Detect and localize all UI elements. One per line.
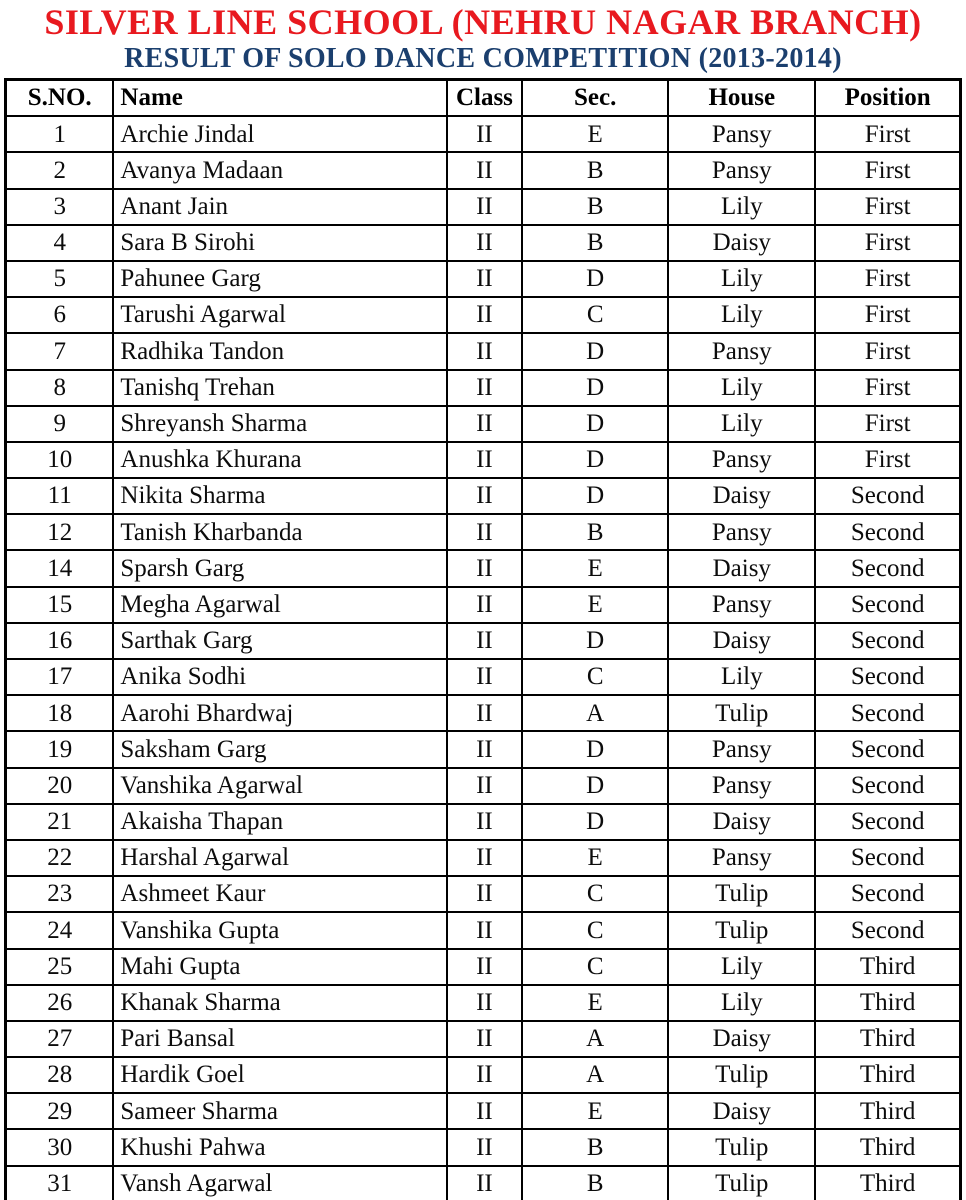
cell-name: Sarthak Garg	[113, 623, 446, 659]
cell-sno: 4	[6, 225, 114, 261]
cell-class: II	[447, 731, 522, 767]
cell-sec: C	[522, 912, 668, 948]
cell-class: II	[447, 116, 522, 152]
cell-house: Tulip	[668, 1057, 815, 1093]
col-header-name: Name	[113, 80, 446, 117]
cell-position: Third	[815, 985, 960, 1021]
cell-class: II	[447, 1166, 522, 1200]
cell-sno: 30	[6, 1129, 114, 1165]
cell-sec: D	[522, 261, 668, 297]
table-row	[6, 478, 961, 514]
cell-position: Second	[815, 478, 960, 514]
cell-sno: 1	[6, 116, 114, 152]
cell-class: II	[447, 912, 522, 948]
cell-class: II	[447, 587, 522, 623]
table-row	[6, 297, 961, 333]
table-row	[6, 949, 961, 985]
cell-position: Third	[815, 949, 960, 985]
table-row	[6, 225, 961, 261]
cell-house: Daisy	[668, 550, 815, 586]
cell-sno: 8	[6, 370, 114, 406]
cell-sec: D	[522, 333, 668, 369]
cell-sec: B	[522, 514, 668, 550]
cell-position: Second	[815, 804, 960, 840]
cell-class: II	[447, 225, 522, 261]
cell-name: Megha Agarwal	[113, 587, 446, 623]
cell-position: First	[815, 406, 960, 442]
cell-name: Hardik Goel	[113, 1057, 446, 1093]
table-row	[6, 442, 961, 478]
competition-subtitle: RESULT OF SOLO DANCE COMPETITION (2013-2014)	[124, 43, 842, 74]
cell-house: Tulip	[668, 1166, 815, 1200]
cell-position: Second	[815, 659, 960, 695]
cell-position: First	[815, 333, 960, 369]
cell-sno: 5	[6, 261, 114, 297]
cell-name: Khanak Sharma	[113, 985, 446, 1021]
cell-class: II	[447, 985, 522, 1021]
cell-sec: D	[522, 478, 668, 514]
cell-position: Second	[815, 912, 960, 948]
cell-sec: A	[522, 1021, 668, 1057]
cell-house: Tulip	[668, 912, 815, 948]
cell-house: Daisy	[668, 1093, 815, 1129]
cell-class: II	[447, 876, 522, 912]
cell-house: Tulip	[668, 876, 815, 912]
cell-sno: 31	[6, 1166, 114, 1200]
cell-sec: B	[522, 225, 668, 261]
cell-sec: B	[522, 189, 668, 225]
table-row	[6, 116, 961, 152]
col-header-house: House	[668, 80, 815, 117]
table-row	[6, 985, 961, 1021]
cell-position: Second	[815, 623, 960, 659]
cell-sec: C	[522, 949, 668, 985]
cell-sec: D	[522, 623, 668, 659]
cell-house: Pansy	[668, 587, 815, 623]
cell-name: Tanish Kharbanda	[113, 514, 446, 550]
cell-house: Pansy	[668, 840, 815, 876]
table-row	[6, 333, 961, 369]
cell-house: Pansy	[668, 768, 815, 804]
cell-sno: 23	[6, 876, 114, 912]
cell-sno: 21	[6, 804, 114, 840]
cell-sec: E	[522, 550, 668, 586]
cell-position: First	[815, 152, 960, 188]
cell-name: Harshal Agarwal	[113, 840, 446, 876]
cell-sec: C	[522, 297, 668, 333]
cell-name: Mahi Gupta	[113, 949, 446, 985]
col-header-sno: S.NO.	[6, 80, 114, 117]
cell-name: Vanshika Gupta	[113, 912, 446, 948]
cell-house: Lily	[668, 297, 815, 333]
cell-sec: C	[522, 659, 668, 695]
cell-class: II	[447, 297, 522, 333]
cell-position: Second	[815, 840, 960, 876]
cell-house: Pansy	[668, 152, 815, 188]
cell-name: Sparsh Garg	[113, 550, 446, 586]
cell-name: Tanishq Trehan	[113, 370, 446, 406]
cell-sno: 27	[6, 1021, 114, 1057]
table-row	[6, 370, 961, 406]
cell-name: Saksham Garg	[113, 731, 446, 767]
cell-name: Anika Sodhi	[113, 659, 446, 695]
cell-position: Second	[815, 695, 960, 731]
cell-sec: C	[522, 876, 668, 912]
cell-position: First	[815, 261, 960, 297]
cell-house: Lily	[668, 985, 815, 1021]
cell-sec: A	[522, 1057, 668, 1093]
table-row	[6, 189, 961, 225]
cell-sno: 10	[6, 442, 114, 478]
cell-class: II	[447, 623, 522, 659]
cell-name: Akaisha Thapan	[113, 804, 446, 840]
cell-position: First	[815, 116, 960, 152]
col-header-class: Class	[447, 80, 522, 117]
cell-class: II	[447, 1021, 522, 1057]
cell-sec: B	[522, 152, 668, 188]
cell-name: Tarushi Agarwal	[113, 297, 446, 333]
cell-position: Second	[815, 731, 960, 767]
cell-position: Third	[815, 1021, 960, 1057]
table-row	[6, 768, 961, 804]
cell-house: Lily	[668, 189, 815, 225]
table-row	[6, 1057, 961, 1093]
cell-name: Sameer Sharma	[113, 1093, 446, 1129]
cell-position: Second	[815, 550, 960, 586]
cell-house: Pansy	[668, 116, 815, 152]
cell-position: Second	[815, 876, 960, 912]
cell-sno: 20	[6, 768, 114, 804]
cell-name: Anushka Khurana	[113, 442, 446, 478]
table-row	[6, 587, 961, 623]
table-row	[6, 1129, 961, 1165]
table-row	[6, 659, 961, 695]
school-title: SILVER LINE SCHOOL (NEHRU NAGAR BRANCH)	[44, 2, 922, 42]
cell-position: Third	[815, 1166, 960, 1200]
cell-class: II	[447, 261, 522, 297]
cell-class: II	[447, 550, 522, 586]
cell-position: First	[815, 370, 960, 406]
cell-house: Daisy	[668, 623, 815, 659]
cell-sno: 18	[6, 695, 114, 731]
cell-name: Nikita Sharma	[113, 478, 446, 514]
cell-name: Radhika Tandon	[113, 333, 446, 369]
cell-name: Pari Bansal	[113, 1021, 446, 1057]
cell-class: II	[447, 370, 522, 406]
cell-position: First	[815, 442, 960, 478]
cell-class: II	[447, 1057, 522, 1093]
cell-sno: 6	[6, 297, 114, 333]
cell-name: Sara B Sirohi	[113, 225, 446, 261]
table-row	[6, 731, 961, 767]
cell-name: Ashmeet Kaur	[113, 876, 446, 912]
cell-position: First	[815, 225, 960, 261]
cell-class: II	[447, 840, 522, 876]
cell-sec: B	[522, 1166, 668, 1200]
cell-sno: 29	[6, 1093, 114, 1129]
table-row	[6, 1166, 961, 1200]
cell-sec: E	[522, 587, 668, 623]
cell-sno: 24	[6, 912, 114, 948]
cell-sno: 9	[6, 406, 114, 442]
cell-position: Second	[815, 768, 960, 804]
table-row	[6, 623, 961, 659]
cell-sno: 16	[6, 623, 114, 659]
cell-class: II	[447, 1129, 522, 1165]
table-row	[6, 514, 961, 550]
cell-house: Pansy	[668, 514, 815, 550]
cell-sec: E	[522, 1093, 668, 1129]
cell-name: Shreyansh Sharma	[113, 406, 446, 442]
cell-name: Khushi Pahwa	[113, 1129, 446, 1165]
table-row	[6, 804, 961, 840]
cell-position: Second	[815, 514, 960, 550]
cell-sno: 28	[6, 1057, 114, 1093]
cell-class: II	[447, 695, 522, 731]
cell-class: II	[447, 333, 522, 369]
table-row	[6, 912, 961, 948]
cell-sno: 17	[6, 659, 114, 695]
cell-house: Daisy	[668, 478, 815, 514]
cell-house: Daisy	[668, 1021, 815, 1057]
cell-name: Anant Jain	[113, 189, 446, 225]
table-header-row	[6, 80, 961, 117]
cell-class: II	[447, 442, 522, 478]
cell-class: II	[447, 804, 522, 840]
cell-sno: 14	[6, 550, 114, 586]
table-row	[6, 695, 961, 731]
result-table	[4, 78, 962, 1200]
table-row	[6, 261, 961, 297]
cell-sec: B	[522, 1129, 668, 1165]
col-header-sec: Sec.	[522, 80, 668, 117]
cell-sno: 19	[6, 731, 114, 767]
cell-sno: 11	[6, 478, 114, 514]
cell-house: Daisy	[668, 225, 815, 261]
cell-sno: 3	[6, 189, 114, 225]
table-row	[6, 876, 961, 912]
table-row	[6, 1021, 961, 1057]
cell-class: II	[447, 152, 522, 188]
cell-name: Avanya Madaan	[113, 152, 446, 188]
table-row	[6, 550, 961, 586]
cell-sec: E	[522, 840, 668, 876]
cell-name: Vansh Agarwal	[113, 1166, 446, 1200]
cell-sno: 2	[6, 152, 114, 188]
cell-house: Lily	[668, 949, 815, 985]
cell-house: Tulip	[668, 695, 815, 731]
cell-house: Lily	[668, 406, 815, 442]
cell-sno: 7	[6, 333, 114, 369]
cell-house: Pansy	[668, 333, 815, 369]
table-row	[6, 840, 961, 876]
cell-sec: D	[522, 406, 668, 442]
cell-position: First	[815, 189, 960, 225]
cell-name: Vanshika Agarwal	[113, 768, 446, 804]
cell-sno: 26	[6, 985, 114, 1021]
cell-class: II	[447, 768, 522, 804]
cell-position: Second	[815, 587, 960, 623]
cell-class: II	[447, 514, 522, 550]
cell-sec: D	[522, 804, 668, 840]
cell-class: II	[447, 406, 522, 442]
cell-sec: E	[522, 985, 668, 1021]
cell-sec: E	[522, 116, 668, 152]
cell-house: Pansy	[668, 442, 815, 478]
cell-house: Lily	[668, 261, 815, 297]
cell-sno: 25	[6, 949, 114, 985]
cell-house: Lily	[668, 370, 815, 406]
cell-sno: 22	[6, 840, 114, 876]
cell-name: Pahunee Garg	[113, 261, 446, 297]
cell-position: Third	[815, 1057, 960, 1093]
cell-sec: D	[522, 442, 668, 478]
cell-sec: D	[522, 370, 668, 406]
cell-class: II	[447, 1093, 522, 1129]
cell-class: II	[447, 189, 522, 225]
cell-sec: A	[522, 695, 668, 731]
table-row	[6, 406, 961, 442]
cell-class: II	[447, 478, 522, 514]
cell-position: First	[815, 297, 960, 333]
cell-name: Aarohi Bhardwaj	[113, 695, 446, 731]
cell-sno: 15	[6, 587, 114, 623]
cell-position: Third	[815, 1129, 960, 1165]
table-row	[6, 152, 961, 188]
cell-class: II	[447, 949, 522, 985]
cell-sec: D	[522, 731, 668, 767]
cell-class: II	[447, 659, 522, 695]
cell-house: Pansy	[668, 731, 815, 767]
cell-house: Tulip	[668, 1129, 815, 1165]
cell-sec: D	[522, 768, 668, 804]
cell-sno: 12	[6, 514, 114, 550]
col-header-position: Position	[815, 80, 960, 117]
cell-position: Third	[815, 1093, 960, 1129]
cell-house: Daisy	[668, 804, 815, 840]
cell-house: Lily	[668, 659, 815, 695]
cell-name: Archie Jindal	[113, 116, 446, 152]
table-row	[6, 1093, 961, 1129]
